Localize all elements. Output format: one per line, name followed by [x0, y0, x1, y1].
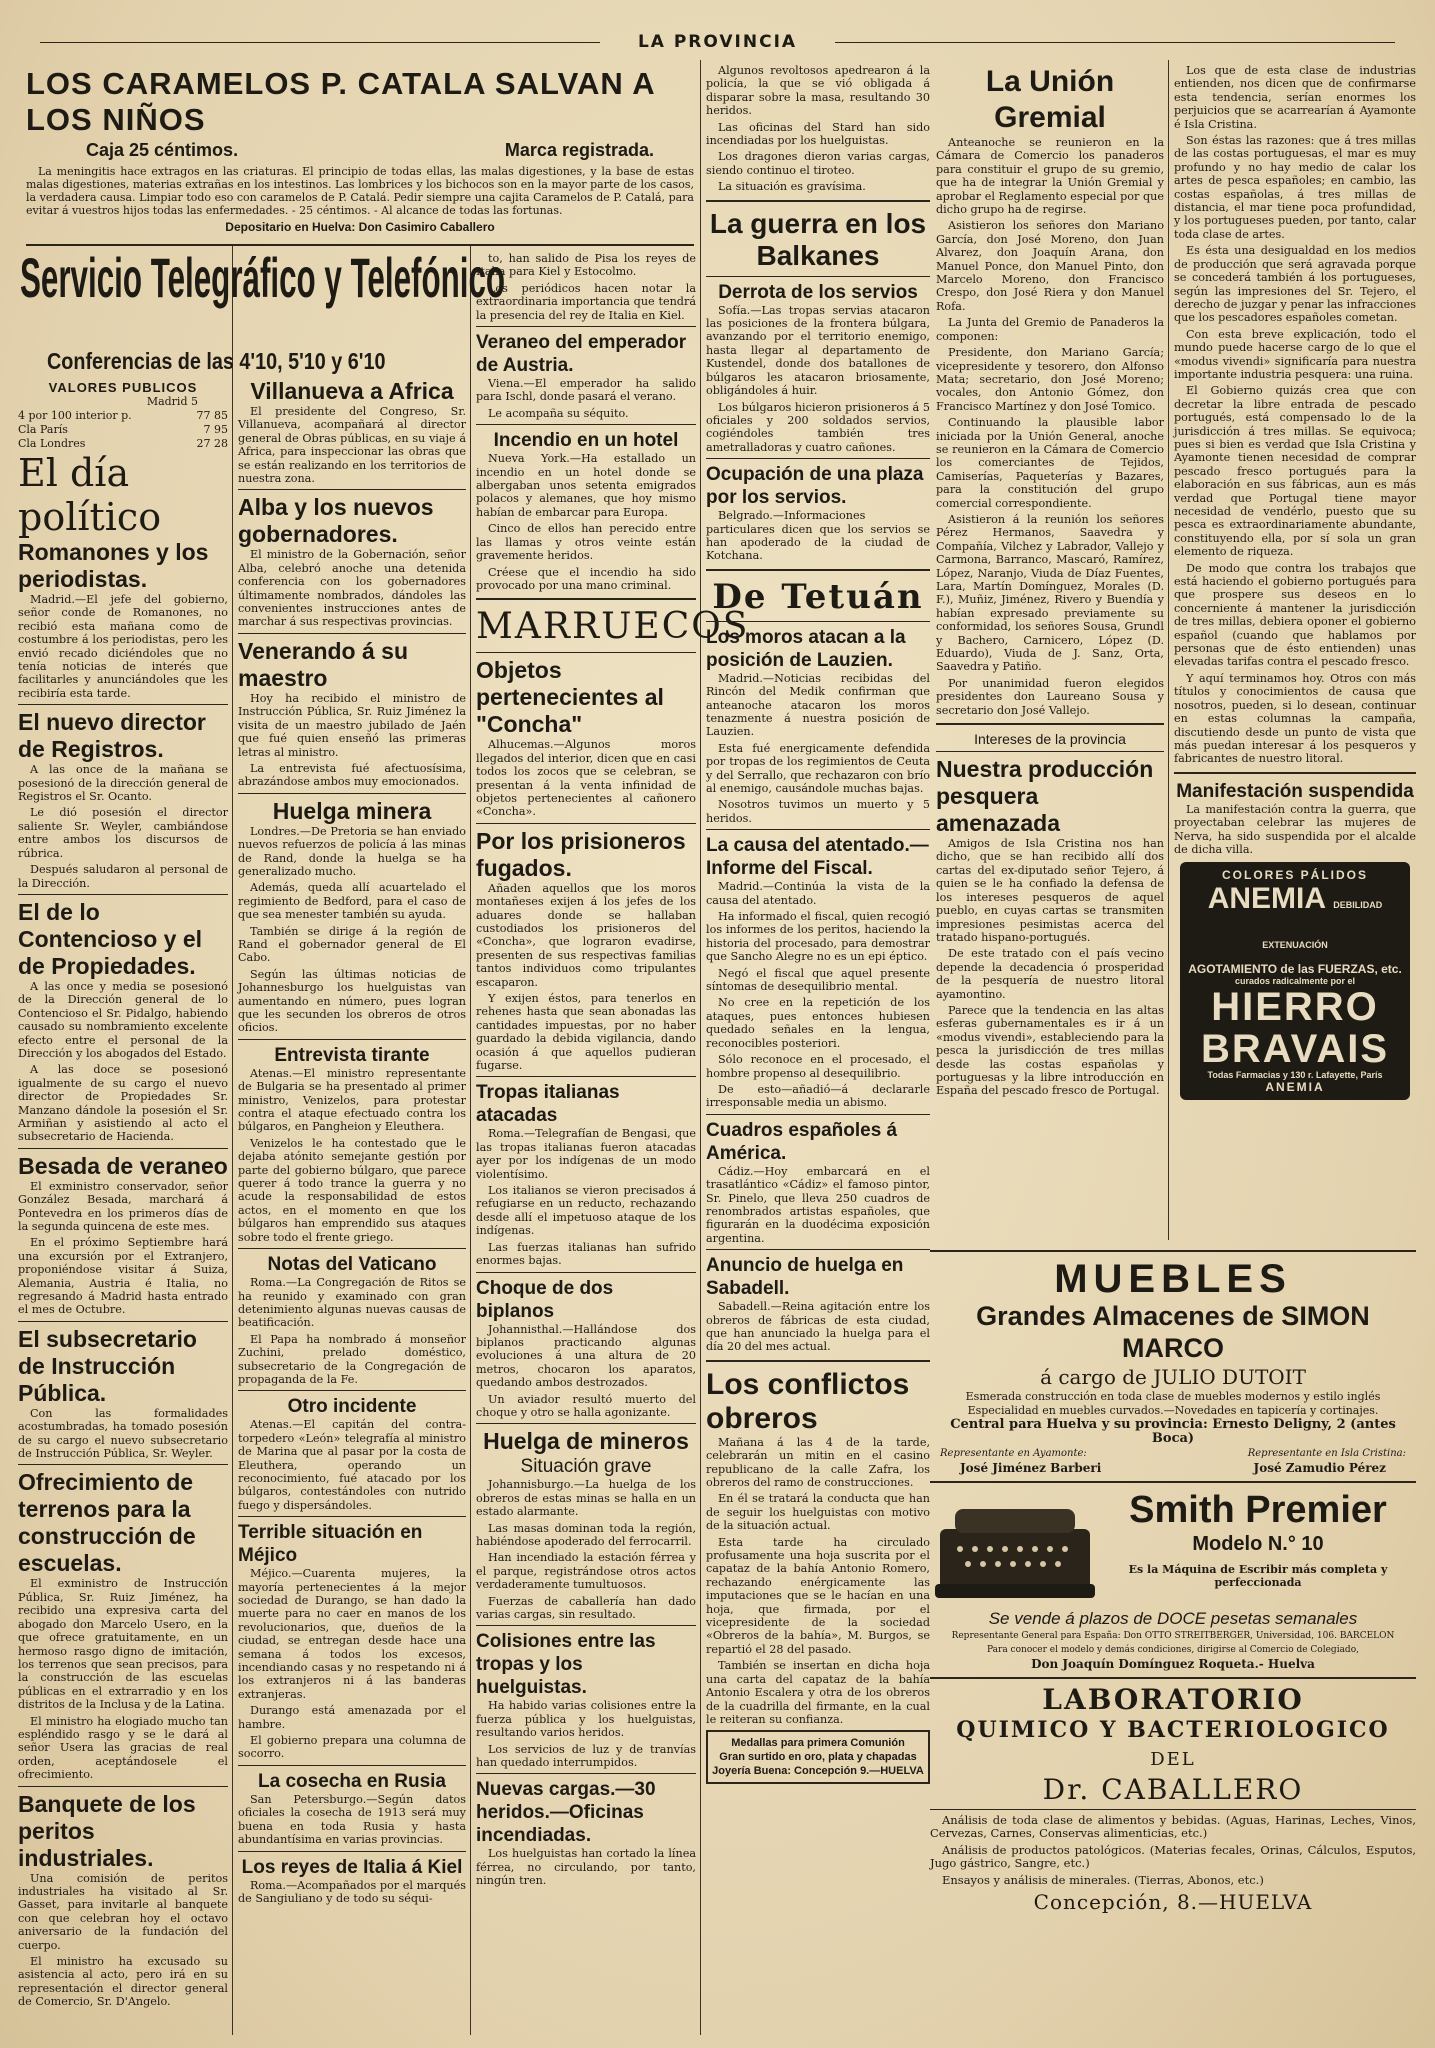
column-rule [1168, 60, 1169, 1240]
headline-entrevista: Entrevista tirante [274, 1044, 430, 1066]
article-text: Y exijen éstos, para tenerlos en rehenes hasta que sean abonadas las cantidades impuestas, por no haber guardado la debida vigilancia, dando ocasión á que aquellos pudieran fugarse. [476, 992, 696, 1073]
ad-smith-plazos: Se vende á plazos de DOCE pesetas semanales [988, 1609, 1358, 1628]
headline-colisiones: Colisiones entre las tropas y los huelguistas. [476, 1631, 656, 1699]
ad-central: Central para Huelva y su provincia: Ernesto Deligny, 2 (antes Boca) [950, 1417, 1396, 1446]
headline-maestro: Venerando á su maestro [238, 637, 409, 691]
ad-caramelos-depositario: Depositario en Huelva: Don Casimiro Caballero [225, 220, 495, 234]
headline-pesquera: Nuestra producción pesquera amenazada [936, 756, 1154, 837]
article-text: Créese que el incendio ha sido provocado por una mano criminal. [476, 565, 696, 592]
valores-row: 4 por 100 interior p. 77 85 [18, 409, 228, 422]
article-text: Roma.—La Congregación de Ritos se ha reunido y examinado con gran detenimiento algunas nuevas causas de beatificación. [238, 1276, 466, 1330]
article-text: Roma.—Acompañados por el marqués de Sangiuliano y de todo su séqui- [238, 1878, 466, 1905]
conferencias-title: Conferencias de las 4'10, 5'10 y 6'10 [47, 348, 386, 374]
article-text: Y aquí terminamos hoy. Otros con más títulos y conocimientos de causa que nosotros, pueden, si lo desean, continuar en estas columnas la campaña, discutiendo desde un punto de vista que más puedan interesar á los pesqueros y fabricantes de nuestro litoral. [1174, 671, 1416, 766]
article-text: Asistieron á la reunión los señores Pérez Hermanos, Saavedra y Compañía, Vilchez y Labrador, Vallejo y Carmona, Barranco, Mascaró, Ramírez, López, Naranjo, Viuda de Díaz Fuentes, Lara, Martín Domínguez, Morales (D. F.), Muñiz, Jiménez, Rivero y Buendía y habían expresado previamente su conformidad, los señores Sousa, Grundl y Bachero, Carnicero, López (D. Eduardo), Viuda de J. Sanz, Orta, Saavedra y Patiño. [936, 512, 1164, 674]
article-text: Sofía.—Las tropas servias atacaron las posiciones de la frontera búlgara, avanzando por el territorio enemigo, hasta llegar al departamento de Kustendel, donde dos batallones de búlgaros les atacaron briosamente, obligándoles á huir. [706, 303, 930, 398]
column-5 [936, 64, 1164, 1240]
ad-caramelos-body: La meningitis hace extragos en las criaturas. El principio de todas ellas, las malas digestiones, y la base de estas malas digestiones, materias extrañas en los intestinos. Las lombrices y los bichocos son en la mayor parte de los casos, la verdadera causa. Limpiar todo eso con caramelos de P. Catalá. Pedir siempre una cajita Caramelos de P. Catalá, para evitar á vuestros hijos todas las enfermedades. - 25 céntimos. - Al alcance de todas las fortunas. [26, 165, 694, 217]
article-text: Madrid.—El jefe del gobierno, señor conde de Romanones, no recibió esta mañana como de costumbre á los periodistas, pero les envió recado diciéndoles que no tenía noticias de interés que facilitarles y anunciándoles que les recibiría esta tarde. [18, 593, 228, 700]
headline-austria: Veraneo del emperador de Austria. [476, 332, 687, 377]
ad-smith-general: Representante General para España: Don OTTO STREITBERGER, Universidad, 106. BARCELON [951, 1631, 1395, 1641]
article-text: En el próximo Septiembre hará una excursión por el Extranjero, proponiéndose visitar á Suiza, Alemania, Austria é Italia, no regresando á Madrid hasta entrado el mes de Octubre. [18, 1236, 228, 1317]
article-text: De este tratado con el país vecino depende la decadencia ó prosperidad de la pesquería de nuestro litoral ayamontino. [936, 947, 1164, 1001]
article-text: Con las formalidades acostumbradas, ha tomado posesión de su cargo el nuevo subsecretario de Instrucción Pública, Sr. Weyler. [18, 1406, 228, 1461]
ad-caramelos-title: LOS CARAMELOS P. CATALA SALVAN A LOS NIÑOS [26, 66, 655, 137]
column-2 [238, 378, 466, 2033]
ad-anemia-top: COLORES PÁLIDOS [1221, 868, 1368, 883]
headline-concha: Objetos pertenecientes al "Concha" [476, 657, 664, 738]
ad-lab-title: LABORATORIO [1042, 1683, 1304, 1716]
ad-anemia-title: ANEMIA [1207, 882, 1325, 916]
article-text: Esta fué energicamente defendida por tropas de los regimientos de Ceuta y del Serrallo, que rechazaron con brío al enemigo, causándole muchas bajas. [706, 741, 930, 795]
article-text: El ministro de la Gobernación, señor Alba, celebró anoche una detenida conferencia con los gobernadores últimamente nombrados, dándoles las convenientes instrucciones antes de marchar á sus respectivas provincias. [238, 548, 466, 629]
article-text: Los periódicos hacen notar la extraordinaria importancia que tendrá la presencia del rey de Italia en Kiel. [476, 281, 696, 322]
ad-anemia-line: AGOTAMIENTO de las FUERZAS, etc. [1188, 962, 1402, 977]
ad-lab-analisis: Análisis de productos patológicos. (Materias fecales, Orinas, Cálculos, Esputos, Jugo gástrico, Sangre, etc.) [930, 1842, 1416, 1871]
ad-caramelos [26, 66, 694, 252]
headline-union-gremial: La Unión Gremial [985, 65, 1115, 134]
ad-medallas [706, 1730, 930, 1784]
article-text: Ha habido varias colisiones entre la fuerza pública y los huelguistas, resultando varios heridos. [476, 1699, 696, 1740]
article-text: En él se tratará la conducta que han de seguir los huelguistas con motivo de la situación actual. [706, 1492, 930, 1533]
article-text: Las oficinas del Stard han sido incendiadas por los huelguistas. [706, 120, 930, 148]
headline-prisioneros: Por los prisioneros fugados. [476, 827, 686, 881]
column-1 [18, 380, 228, 2030]
ad-especialidad: Especialidad en muebles curvados.—Novedades en tapicería y cortinajes. [967, 1404, 1379, 1417]
article-text: El Papa ha nombrado á monseñor Zuchini, prelado doméstico, subsecretario de la Congregación de propaganda de la Fe. [238, 1332, 466, 1386]
ad-anemia-address: Todas Farmacias y 130 r. Lafayette, París [1207, 1070, 1383, 1081]
headline-manifestacion: Manifestación suspendida [1176, 780, 1414, 802]
article-text: La situación es gravísima. [718, 180, 866, 194]
article-text: Méjico.—Cuarenta mujeres, la mayoría pertenecientes á la mejor sociedad de Durango, se han dado la muerte para no caer en manos de los revolucionarios, que, dueños de la ciudad, se entregan desde hace una semana á todos los excesos, incendiando casas y no respetando ni á los extranjeros ni á las banderas extranjeras. [238, 1567, 466, 1701]
article-text: El presidente del Congreso, Sr. Villanueva, acompañará al director general de Obras públicas, en su viaje á Africa, para inspeccionar las obras que se están realizando en los territorios de nuestra zona. [238, 405, 466, 486]
ad-anemia-hierro: HIERRO [1211, 985, 1379, 1030]
ad-lab-analisis: Ensayos y análisis de minerales. (Tierras, Abonos, etc.) [942, 1872, 1264, 1887]
column-3 [476, 252, 750, 2032]
headline-registros: El nuevo director de Registros. [18, 709, 206, 763]
ad-medallas-line: Gran surtido en oro, plata y chapadas [719, 1751, 917, 1764]
article-text: Un aviador resultó muerto del choque y otro se halla agonizante. [476, 1392, 696, 1419]
section-title-marruecos: MARRUECOS [476, 606, 750, 648]
article-text: Venizelos le ha contestado que le dejaba atónito semejante gestión por parte del gobierno búlgaro, que parece querer á todo trance la guerra y no acude la responsabilidad de estos actos, en el momento en que los búlgaros han emprendido sus ataques sobre todo el frente griego. [238, 1136, 466, 1244]
headline-mejico: Terrible situación en Méjico [238, 1522, 423, 1567]
article-text: Roma.—Telegrafían de Bengasi, que las tropas italianas fueron atacadas ayer por los indígenas de un modo violentísimo. [476, 1127, 696, 1181]
headline-tropas: Tropas italianas atacadas [476, 1082, 620, 1127]
article-text: Algunos revoltosos apedrearon á la policía, la que se vió obligada á disparar sobre la masa, resultando 30 heridos. [706, 64, 930, 118]
article-text: Los servicios de luz y de tranvías han quedado interrumpidos. [476, 1742, 696, 1770]
article-text: Los dragones dieron varias cargas, siendo continuo el tiroteo. [706, 150, 930, 177]
ad-medallas-title: Medallas para primera Comunión [731, 1737, 905, 1750]
section-title-intereses: Intereses de la provincia [974, 731, 1126, 748]
ad-rep-ayamonte-label: Representante en Ayamonte: [940, 1448, 1087, 1459]
article-text: De esto—añadió—á declararle irresponsable media un abismo. [706, 1082, 930, 1110]
ad-anemia-sub: DEBILIDAD EXTENUACIÓN [1262, 900, 1383, 951]
headline-cuadros: Cuadros españoles á América. [706, 1119, 898, 1164]
column-rule [232, 245, 233, 2035]
article-text: Añaden aquellos que los moros montañeses exijen á los jefes de los aduares donde se hallaban custodiados los prisioneros del «Concha», que lograron evadirse, presenten de sus respectivas familias tantos individuos como tripulantes escaparon. [476, 881, 696, 989]
ad-caramelos-trademark: Marca registrada. [504, 140, 654, 160]
subhead-grave: Situación grave [520, 1456, 652, 1478]
ad-smith-roquete: Don Joaquín Domínguez Roqueta.- Huelva [1031, 1657, 1315, 1671]
section-title-tetuan: De Tetuán [712, 576, 924, 617]
article-text: Continuando la plausible labor iniciada por la Unión General, anoche se reunieron en la Cámara de Comercio los comerciantes de Tejidos, Camiserías, Paqueterías y Bazares, para la constitución del grupo comercial correspondiente. [936, 416, 1164, 510]
headline-cosecha: La cosecha en Rusia [258, 1770, 446, 1792]
article-text: Le dió posesión el director saliente Sr. Weyler, cambiándose entre ambos los discursos de rúbrica. [18, 806, 228, 860]
column-rule [700, 60, 701, 2035]
article-text: Después saludaron al personal de la Dirección. [18, 863, 228, 890]
headline-ofrecimiento: Ofrecimiento de terrenos para la construcción de escuelas. [18, 1469, 196, 1577]
ad-lab-doctor: Dr. CABALLERO [1042, 1773, 1304, 1806]
headline-atentado: La causa del atentado.—Informe del Fiscal. [706, 835, 929, 880]
article-text: Asistieron los señores don Mariano García, don José Moreno, don Juan Alvarez, don Joaquín Arana, don Manuel Ponce, don Manuel Pinto, don Marcelo Moreno, don Francisco Crespo, don José Riera y don Manuel Rofa. [936, 219, 1164, 313]
headline-reyes: Los reyes de Italia á Kiel [241, 1856, 463, 1878]
valores-title: VALORES PUBLICOS [48, 380, 198, 395]
ad-cargo: á cargo de JULIO DUTOIT [1040, 1365, 1306, 1389]
headline-huelga-minera: Huelga minera [272, 797, 432, 824]
masthead: LA PROVINCIA [20, 34, 1415, 50]
ad-almacenes: Grandes Almacenes de SIMON MARCO [976, 1301, 1370, 1363]
ad-anemia [1180, 862, 1410, 1100]
ad-esmerada: Esmerada construcción en toda clase de muebles modernos y estilo inglés [965, 1390, 1381, 1403]
ad-smith-title: Smith Premier [1129, 1489, 1387, 1531]
headline-moros: Los moros atacan a la posición de Lauzien. [706, 626, 906, 671]
article-text: La Junta del Gremio de Panaderos la componen: [936, 316, 1164, 343]
article-text: La entrevista fué afectuosísima, abrazándose ambos muy emocionados. [238, 761, 466, 789]
article-text: Johannisthal.—Hallándose dos biplanos practicando algunas evoluciones á una altura de 20 metros, chocaron los aparatos, quedando ambos destrozados. [476, 1322, 696, 1390]
article-text: Hoy ha recibido el ministro de Instrucción Pública, Sr. Ruiz Jiménez la visita de un maestro jubilado de Jaén que fué quien enseñó las primeras letras al ministro. [238, 691, 466, 759]
article-text: El exministro conservador, señor González Besada, marchará á Pontevedra en los primeros días de la segunda quincena de este mes. [18, 1179, 228, 1233]
ad-anemia-bottom: ANEMIA [1265, 1080, 1325, 1095]
ad-rep-ayamonte: José Jiménez Barberi [960, 1461, 1102, 1475]
ad-medallas-address: Joyería Buena: Concepción 9.—HUELVA [712, 1765, 924, 1778]
article-text: Nueva York.—Ha estallado un incendio en un hotel donde se albergaban unos setenta emigrados polacos y alemanes, que hoy mismo habían de embarcar para Europa. [476, 452, 696, 519]
article-text: Han incendiado la estación férrea y el parque, registrándose otros actos verdaderamente tumultuosos. [476, 1551, 696, 1592]
headline-incidente: Otro incidente [287, 1396, 417, 1418]
article-text: Sólo reconoce en el procesado, el hombre propenso al desequilibrio. [706, 1053, 930, 1080]
article-text: Por unanimidad fueron elegidos presidentes don Laureano Sousa y secretario don José Vallejo. [936, 676, 1164, 717]
article-text: También se dirige á la región de Rand el gobernador general de El Cabo. [238, 924, 466, 965]
ad-smith-modelo: Modelo N.° 10 [1192, 1533, 1324, 1555]
valores-row: Cla Londres 27 28 [18, 437, 228, 450]
article-text: Ha informado el fiscal, quien recogió los informes de los peritos, haciendo la historia del procesado, para demostrar que Sancho Alegre no es un epi éptico. [706, 910, 930, 964]
article-text: Las fuerzas italianas han sufrido enormes bajas. [476, 1240, 696, 1268]
headline-besada: Besada de veraneo [18, 1152, 228, 1179]
valores-row: Cla París 7 95 [18, 423, 228, 436]
headline-sabadell: Anuncio de huelga en Sabadell. [706, 1255, 904, 1300]
article-text: Los que de esta clase de industrias entienden, nos dicen que de confirmarse esta tendencia, serían enormes los perjuicios que se acarrearían á Ayamonte é Isla Cristina. [1174, 64, 1416, 131]
article-text: No cree en la repetición de los ataques, pues entonces hubiesen quedado señales en la lengua, reconocibles posteriori. [706, 996, 930, 1050]
article-text: Según las últimas noticias de Johannesburgo los huelguistas van aumentando en número, pues logran que les secunden los obreros de otros oficios. [238, 967, 466, 1035]
valores-table [18, 395, 228, 451]
column-4 [706, 64, 930, 2032]
article-text: Viena.—El emperador ha salido para Ischl, donde pasará el verano. [476, 377, 696, 404]
article-text: Londres.—De Pretoria se han enviado nuevos refuerzos de policía á las minas de Rand, donde la huelga se ha generalizado mucho. [238, 824, 466, 878]
article-text: Además, queda allí acuartelado el regimiento de Bedford, para el caso de que sea menester también su ayuda. [238, 881, 466, 922]
article-text: Esta tarde ha circulado profusamente una hoja suscrita por el capataz de la bahía Antonio Romero, rechazando enérgicamente las imputaciones que se le hacían en una hoja, que firmada, por el vicepresidente de la sociedad «Obreros de la bahía», M. Burgos, se repartió el 28 del pasado. [706, 1535, 930, 1656]
article-text: El ministro ha elogiado mucho tan espléndido rasgo y se le dará al señor Usera las gracias de real orden, aceptándosele el ofrecimiento. [18, 1714, 228, 1782]
article-text: A las doce se posesionó igualmente de su cargo el nuevo director de Propiedades Sr. Manzano dándole la posesión el Sr. Armiñan y asistiendo al acto el subsecretario de Hacienda. [18, 1063, 228, 1144]
article-text: La manifestación contra la guerra, que proyectaban celebrar las mujeres de Nerva, ha sido suspendida por el alcalde de dicha villa. [1174, 802, 1416, 856]
article-text: Las masas dominan toda la región, habiéndose apoderado del ferrocarril. [476, 1521, 696, 1548]
article-text: Nosotros tuvimos un muerto y 5 heridos. [706, 798, 930, 825]
article-text: Durango está amenazada por el hambre. [238, 1704, 466, 1731]
article-text: Es ésta una desigualdad en los medios de producción que será agravada porque se concederá también á los portugueses, según las impresiones del Sr. Tejero, el derecho de juzgar y penar las infracciones que los pescadores españoles cometan. [1174, 244, 1416, 325]
article-text: El ministro ha excusado su asistencia al acto, pero irá en su representación el director general de Comercio, Sr. D'Angelo. [18, 1955, 228, 2009]
column-6 [1174, 64, 1416, 1240]
article-text: Los búlgaros hicieron prisioneros á 5 oficiales y 200 soldados servios, cogiéndoles también tres ametralladoras y cuatro cañones. [706, 400, 930, 454]
conferencias-header [18, 340, 470, 379]
headline-contencioso: El de lo Contencioso y el de Propiedades. [18, 898, 203, 979]
article-text: Amigos de Isla Cristina nos han dicho, que se han recibido allí dos cartas del ex-diputado señor Tejero, á quien se le ha confiado la defensa de los intereses pesqueros de aquel pueblo, en cuyas cartas se transmiten impresiones pesimistas acerca del tratado hispano-portugués. [936, 837, 1164, 944]
ad-muebles-title: MUEBLES [1054, 1257, 1292, 1301]
telegraph-header [20, 246, 506, 333]
article-text: Fuerzas de caballería han dado varias cargas, sin resultado. [476, 1594, 696, 1621]
ads-block [930, 1250, 1416, 2035]
article-text: Sabadell.—Reina agitación entre los obreros de fábricas de esta ciudad, que han anunciado la huelga para el día 20 del mes actual. [706, 1300, 930, 1354]
article-text: Son éstas las razones: que á tres millas de las costas portuguesas, el mar es muy profundo y no hay medio de calar los artes de pesca españoles; en cambio, las costas españolas, á tres millas de distancia, el mar tiene poca profundidad, y los portugueses pueden, por tanto, calar toda clase de artes. [1174, 134, 1416, 241]
headline-ocupacion: Ocupación de una plaza por los servios. [706, 464, 924, 509]
headline-banquete: Banquete de los peritos industriales. [18, 1790, 196, 1871]
article-text: to, han salido de Pisa los reyes de Italia para Kiel y Estocolmo. [476, 252, 696, 279]
headline-derrota: Derrota de los servios [718, 281, 918, 303]
article-text: Los italianos se vieron precisados á refugiarse en un reducto, rechazando desde allí el impetuoso ataque de los indígenas. [476, 1184, 696, 1238]
headline-mineros: Huelga de mineros [483, 1428, 689, 1455]
ad-caramelos-price: Caja 25 céntimos. [86, 140, 239, 160]
headline-vaticano: Notas del Vaticano [267, 1254, 437, 1276]
article-text: Con esta breve explicación, todo el mundo puede hacerse cargo de lo que el «modus vivendi» significaría para nuestra importante industria pesquera: una ruina. [1174, 327, 1416, 381]
article-text: Madrid.—Noticias recibidas del Rincón del Medik confirman que anteanoche atacaron los moros tenazmente á nuestra posición de Lauzien. [706, 671, 930, 739]
column-rule [470, 245, 471, 2035]
ad-smith-condiciones: Para conocer el modelo y demás condiciones, dirigirse al Comercio de Colegiado, [987, 1645, 1359, 1655]
headline-villanueva: Villanueva a Africa [250, 378, 454, 404]
ad-smith-maquina: Es la Máquina de Escribir más completa y perfeccionada [1128, 1563, 1388, 1589]
article-text: Atenas.—El ministro representante de Bulgaria se ha presentado al primer ministro, Venizelos, para protestar contra el ataque efectuado contra los búlgaros, en Pangheion y Eleuthera. [238, 1066, 466, 1134]
headline-subsecretario: El subsecretario de Instrucción Pública. [18, 1325, 197, 1406]
article-text: Belgrado.—Informaciones particulares dicen que los servios se han apoderado de la ciudad de Kotchana. [706, 509, 930, 563]
article-text: De modo que contra los trabajos que está haciendo el gobierno portugués para que prospere sus deseos en lo concerniente á mantener la jurisdicción de tres millas, debiera oponer el gobierno español (cuando que hablamos por personas que de ésto entienden) unas elevadas tarifas contra el pescado fresco. [1174, 561, 1416, 669]
ad-rep-isla: José Zamudio Pérez [1253, 1461, 1386, 1475]
ad-lab-analisis: Análisis de toda clase de alimentos y bebidas. (Aguas, Harinas, Leches, Vinos, Cervezas, Carnes, Conservas alimenticias, etc.) [930, 1813, 1416, 1841]
headline-romanones: Romanones y los periodistas. [18, 539, 209, 592]
article-text: Cádiz.—Hoy embarcará en el trasatlántico «Cádiz» el famoso pintor, Sr. Pinelo, que lleva 250 cuadros de renombrados artistas españoles, que figurarán en la duodécima exposición argentina. [706, 1164, 930, 1245]
section-title-telegrafico: Servicio Telegráfico y Telefónico [20, 246, 506, 309]
article-text: Mañana á las 4 de la tarde, celebrarán un mitin en el casino republicano de la calle Zafra, los obreros del ramo de construcciones. [706, 1435, 930, 1489]
headline-cargas: Nuevas cargas.—30 heridos.—Oficinas incendiadas. [476, 1779, 656, 1847]
article-text: Johannisburgo.—La huelga de los obreros de estas minas se halla en un estado alarmante. [476, 1478, 696, 1519]
headline-incendio: Incendio en un hotel [493, 430, 679, 452]
article-text: A las once y media se posesionó de la Dirección general de lo Contencioso el Sr. Pidalgo, habiendo causado su nombramiento excelente efecto entre el personal de la Dirección y los abogados del Estado. [18, 979, 228, 1060]
typewriter-icon [930, 1489, 1100, 1609]
article-text: Atenas.—El capitán del contra-torpedero «León» telegrafía al ministro de Marina que al pasar por la costa de Eleuthera, operando un reconocimiento, fué atacado por los búlgaros, contestándoles con nutrido fuego y dispersándoles. [238, 1418, 466, 1512]
article-text: Madrid.—Continúa la vista de la causa del atentado. [706, 880, 930, 907]
article-text: Anteanoche se reunieron en la Cámara de Comercio los panaderos para constituir el grupo de su gremio, que ha de integrar la Unión Gremial y aprobar el Reglamento especial por que dicho grupo ha de regirse. [936, 136, 1164, 217]
article-text: Negó el fiscal que aquel presente síntomas de desequilibrio mental. [706, 966, 930, 994]
article-text: Le acompaña su séquito. [488, 406, 629, 420]
article-text: San Petersburgo.—Según datos oficiales la cosecha de 1913 será muy buena en toda Rusia y hasta abundantísima en varias provincias. [238, 1792, 466, 1847]
ad-anemia-bravais: BRAVAIS [1200, 1027, 1390, 1072]
article-text: El exministro de Instrucción Pública, Sr. Ruiz Jiménez, ha recibido una expresiva carta del abogado don Marcelo Usero, en la que ofrece gratuitamente, en un hermoso rasgo digno de imitación, los terrenos que sean precisos, para la construcción de las escuelas públicas en el extrarradio y en los distritos de la Inclusa y de la Latina. [18, 1577, 228, 1712]
ad-lab-subtitle: QUIMICO Y BACTERIOLOGICO [956, 1717, 1390, 1743]
article-text: A las once de la mañana se posesionó de la dirección general de Registros el Sr. Ocanto. [18, 763, 228, 804]
article-text: Una comisión de peritos industriales ha visitado al Sr. Gasset, para invitarle al banquete con que celebran hoy el octavo aniversario de la fundación del cuerpo. [18, 1871, 228, 1952]
ad-lab-address: Concepción, 8.—HUELVA [1033, 1890, 1313, 1915]
article-text: También se insertan en dicha hoja una carta del capataz de la bahía Antonio Escalera y otra de los obreros de la cuadrilla del firmante, en la cual le reiteran su confianza. [706, 1659, 930, 1726]
ad-rep-isla-label: Representante en Isla Cristina: [1247, 1448, 1406, 1459]
headline-biplanos: Choque de dos biplanos [476, 1277, 614, 1322]
headline-conflictos: Los conflictos obreros [706, 1367, 910, 1435]
valores-madrid: Madrid 5 [146, 395, 198, 408]
headline-balkanes: La guerra en los Balkanes [709, 207, 927, 271]
section-title-dia-politico: El día político [18, 451, 162, 539]
article-text: Los huelguistas han cortado la línea férrea, no circulando, por tanto, ningún tren. [476, 1847, 696, 1888]
article-text: El Gobierno quizás crea que con decretar la libre entrada de pescado portugués, está compensado lo de la jurisdicción á tres millas. Se equivoca; pues si bien es verdad que Isla Cristina y Ayamonte tienen necesidad de comprar pescado fresco portugués para la elaboración en sus fábricas, aun es más verdad que Portugal tiene mayor necesidad de vendérlo, puesto que su pesca es extraordinariamente abundante, constituyendo ella, por sí sola un gran elemento de riqueza. [1174, 384, 1416, 559]
headline-alba: Alba y los nuevos gobernadores. [238, 494, 434, 548]
ad-lab-del: DEL [1150, 1749, 1196, 1770]
ad-anemia-line: curados radicalmente por el [1234, 976, 1356, 987]
article-text: Parece que la tendencia en las altas esferas gubernamentales es ir á un «modus vivendi», estableciendo para la pesca la jurisdicción de tres millas desde las costas españolas y portuguesas y la libre introducción en España del pescado fresco de Portugal. [936, 1003, 1164, 1098]
article-text: Cinco de ellos han perecido entre las llamas y otros veinte están gravemente heridos. [476, 522, 696, 563]
article-text: Alhucemas.—Algunos moros llegados del interior, dicen que en casi todos los zocos que se celebran, se presentan á la venta infinidad de objetos pertenecientes al cañonero «Concha». [476, 738, 696, 819]
article-text: Presidente, don Mariano García; vicepresidente y tesorero, don Alfonso Mata; secretario, don José Moreno; vocales, don Antonio Gómez, don Francisco Martínez y don José Tomico. [936, 346, 1164, 413]
article-text: El gobierno prepara una columna de socorro. [238, 1734, 466, 1761]
